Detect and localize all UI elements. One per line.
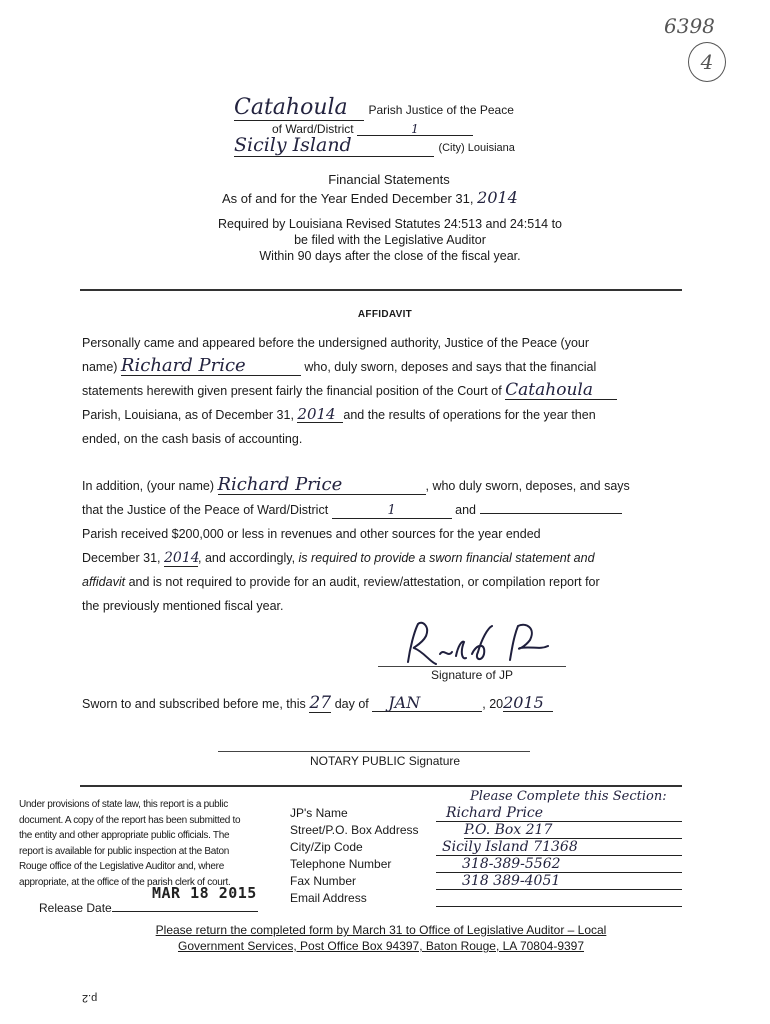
- contact-form: [290, 805, 682, 907]
- contact-row: [290, 856, 682, 873]
- sworn-line: [82, 694, 553, 714]
- p2-b-prefix: that the Justice of the Peace of Ward/District: [82, 503, 329, 517]
- p2-line-c: Parish received $200,000 or less in revenues and other sources for the year ended: [82, 527, 541, 541]
- sworn-prefix: Sworn to and subscribed before me, this: [82, 697, 306, 711]
- divider-top: [80, 289, 682, 291]
- p2-e-italic: affidavit: [82, 575, 126, 589]
- p2-d-italic: is required to provide a sworn financial statement and: [298, 551, 595, 565]
- release-date-blank: [112, 898, 258, 912]
- return-line-1: Please return the completed form by March 31 to Office of Legislative Auditor – Local: [155, 923, 607, 937]
- statute-line-2: be filed with the Legislative Auditor: [294, 233, 486, 247]
- p1-line-b: [82, 355, 680, 379]
- sworn-year-handwritten: 2015: [503, 694, 553, 712]
- notice-line: Under provisions of state law, this report is a public: [19, 799, 228, 810]
- contact-value: 318-389-5562: [436, 856, 682, 873]
- release-label: Release Date: [39, 901, 112, 915]
- sworn-month-handwritten: JAN: [372, 694, 482, 712]
- contact-row: [290, 822, 682, 839]
- jp-name-handwritten: Richard Price: [121, 356, 301, 376]
- p1-line-d: [82, 403, 680, 427]
- contact-label: Fax Number: [290, 874, 357, 888]
- ward-value: 1: [357, 123, 473, 136]
- contact-label: Street/P.O. Box Address: [290, 823, 419, 837]
- p2-line-a: [82, 474, 680, 498]
- header-parish-line: [234, 96, 554, 124]
- notary-label: NOTARY PUBLIC Signature: [310, 754, 461, 768]
- affidavit-heading: AFFIDAVIT: [357, 309, 413, 320]
- notice-line: document. A copy of the report has been submitted to: [19, 814, 241, 826]
- p2-ward-value: 1: [332, 504, 452, 519]
- p1-b-suffix: who, duly sworn, deposes and says that the financial: [304, 360, 597, 374]
- page-mark: p.2: [82, 992, 98, 1004]
- p2-e-rest: and is not required to provide for an audit, review/attestation, or compilation report for: [128, 575, 600, 589]
- affidavit-paragraph-1: [82, 331, 680, 451]
- notary-signature-line: [218, 751, 530, 752]
- sworn-day-handwritten: 27: [309, 693, 332, 713]
- p1-b-prefix: name): [82, 360, 118, 374]
- contact-label: City/Zip Code: [290, 840, 363, 854]
- court-handwritten: Catahoula: [505, 381, 617, 400]
- divider-bottom: [80, 785, 682, 787]
- contact-label: Telephone Number: [290, 857, 392, 871]
- public-notice: [19, 797, 291, 890]
- corner-circled-number: 4: [688, 42, 726, 82]
- p2-d-prefix: December 31,: [82, 551, 161, 565]
- p1-d-suffix: and the results of operations for the year then: [343, 408, 596, 422]
- notice-line: report is available for public inspection at the Baton: [19, 845, 230, 857]
- corner-number: 6398: [664, 14, 715, 38]
- p2-line-b: [82, 498, 680, 522]
- ward-label: of Ward/District: [272, 122, 354, 136]
- notice-line: the entity and other appropriate public officials. The: [19, 830, 230, 841]
- release-stamp: MAR 18 2015: [152, 884, 257, 902]
- p2-a-suffix: , who duly sworn, deposes, and says: [425, 479, 630, 493]
- jp-name2-handwritten: Richard Price: [218, 475, 426, 495]
- affidavit-paragraph-2: [82, 474, 680, 618]
- sworn-day-label: day of: [334, 697, 369, 711]
- contact-value: Sicily Island 71368: [436, 839, 682, 856]
- p2-year-handwritten: 2014: [164, 550, 200, 566]
- contact-row: [290, 890, 682, 907]
- release-date-line: [39, 898, 258, 915]
- statute-line-1: Required by Louisiana Revised Statutes 24:513 and 24:514 to: [218, 217, 562, 231]
- header-city-line: [234, 134, 554, 157]
- return-instructions: [80, 922, 682, 954]
- p2-b-and: and: [455, 503, 477, 517]
- p1-d-prefix: Parish, Louisiana, as of December 31,: [82, 408, 294, 422]
- statute-line-3: Within 90 days after the close of the fiscal year.: [259, 249, 521, 263]
- financial-title: Financial Statements: [328, 172, 450, 187]
- p2-second-ward-blank: [480, 500, 622, 514]
- year-line: [222, 188, 518, 207]
- city-label: (City) Louisiana: [438, 142, 515, 154]
- jp-signature-scribble: [400, 618, 570, 670]
- jp-signature-line: [378, 666, 566, 667]
- p1-c-prefix: statements herewith given present fairly the financial position of the Court of: [82, 384, 502, 398]
- contact-row: [290, 873, 682, 890]
- complete-note: Please Complete this Section:: [470, 789, 667, 804]
- notice-line: appropriate, at the office of the parish clerk of court.: [19, 876, 231, 888]
- notice-line: Rouge office of the Legislative Auditor and, where: [19, 861, 224, 872]
- p1-year-handwritten: 2014: [297, 406, 343, 423]
- jp-signature-label: Signature of JP: [430, 668, 514, 682]
- contact-label: JP's Name: [290, 806, 348, 820]
- sworn-year-prefix: , 20: [482, 697, 504, 711]
- statute-block: [150, 216, 630, 264]
- p2-d-mid: , and accordingly,: [198, 551, 296, 565]
- contact-label: Email Address: [290, 891, 367, 905]
- contact-value: P.O. Box 217: [464, 822, 682, 839]
- year-handwritten: 2014: [477, 188, 518, 207]
- p1-line-c: [82, 379, 680, 403]
- parish-handwritten: Catahoula: [234, 96, 364, 121]
- contact-value: [436, 890, 682, 907]
- contact-value: Richard Price: [436, 805, 682, 822]
- p2-a-prefix: In addition, (your name): [82, 479, 215, 493]
- parish-label: Parish Justice of the Peace: [368, 103, 514, 117]
- p1-line-e: ended, on the cash basis of accounting.: [82, 432, 303, 446]
- p2-line-e: [82, 570, 680, 594]
- p2-line-f: the previously mentioned fiscal year.: [82, 599, 284, 613]
- p1-line-a: Personally came and appeared before the undersigned authority, Justice of the Peace (your: [82, 336, 590, 350]
- city-handwritten: Sicily Island: [234, 134, 434, 157]
- year-line-prefix: As of and for the Year Ended December 31,: [222, 191, 474, 206]
- contact-value: 318 389-4051: [436, 873, 682, 890]
- contact-row: [290, 805, 682, 822]
- contact-row: [290, 839, 682, 856]
- return-line-2: Government Services, Post Office Box 94397, Baton Rouge, LA 70804-9397: [177, 939, 585, 953]
- p2-line-d: [82, 546, 680, 570]
